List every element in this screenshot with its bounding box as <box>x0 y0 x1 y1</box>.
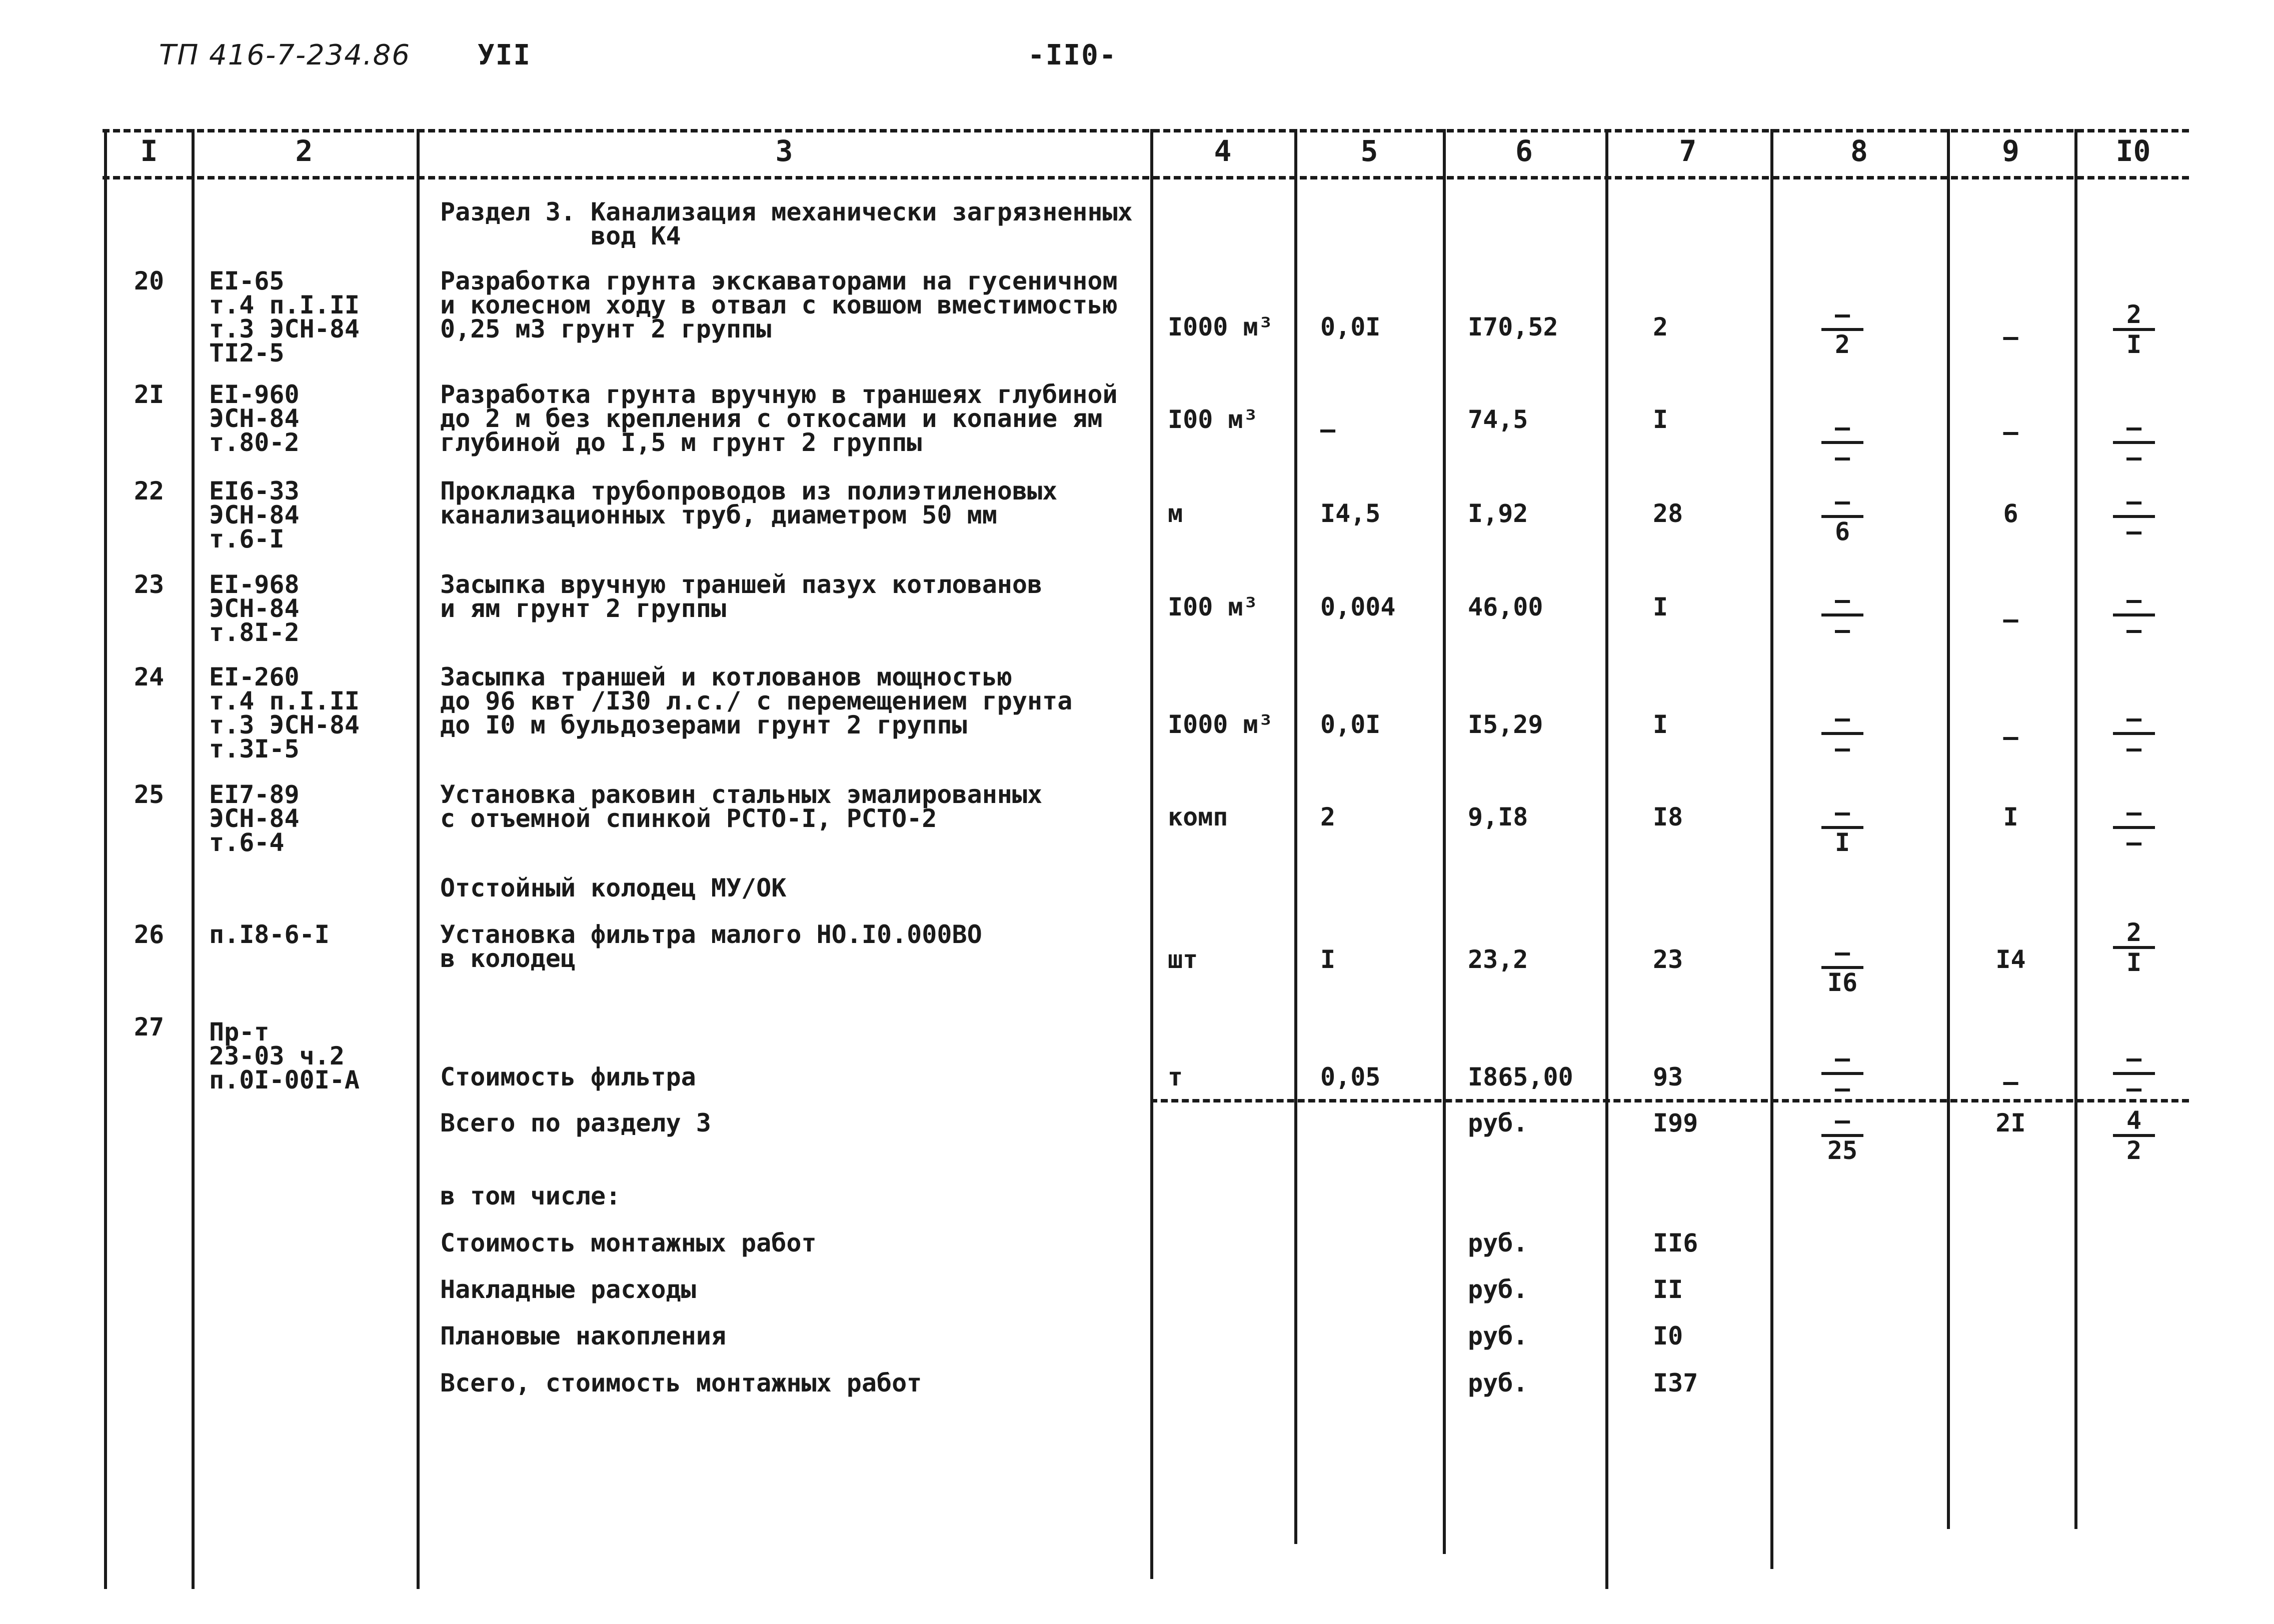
row-26-number: 26 <box>134 920 165 949</box>
summary-unit: руб. <box>1468 1322 1528 1350</box>
col-border-6 <box>1605 129 1608 1589</box>
row-27-col8-fraction: – – <box>1807 1046 1877 1101</box>
row-22-description: Прокладка трубопроводов из полиэтиленовых канализационных труб, диаметром 50 мм <box>440 476 1058 530</box>
row-24-code: EI-260 т.4 п.I.II т.3 ЭСН-84 т.3I-5 <box>209 662 360 764</box>
row-25-number: 25 <box>134 780 165 809</box>
page-number: -II0- <box>1028 39 1117 72</box>
summary-label: Стоимость монтажных работ <box>440 1228 817 1258</box>
row-27-code: Пр-т 23-03 ч.2 п.0I-00I-А <box>209 1018 360 1094</box>
row-23-description: Засыпка вручную траншей пазух котлованов и ям грунт 2 группы <box>440 570 1043 623</box>
row-22-total: 28 <box>1653 499 1683 528</box>
row-23-col8-fraction: – – <box>1807 588 1877 642</box>
table-top-border <box>103 129 2189 132</box>
row-21-description: Разработка грунта вручную в траншеях глубиной до 2 м без крепления с откосами и копание ям глубиной до I,5 м грунт 2 группы <box>440 380 1118 457</box>
row-27-unit-price: I865,00 <box>1468 1062 1573 1092</box>
row-27-col10-fraction: – – <box>2099 1046 2169 1101</box>
row-20-col8-fraction: – 2 <box>1807 302 1877 357</box>
row-22-col10-fraction: – – <box>2099 489 2169 544</box>
row-21-unit-price: 74,5 <box>1468 405 1528 434</box>
row-25-col9: I <box>2003 802 2018 832</box>
row-27-col9: – <box>2003 1068 2018 1096</box>
row-22-col8-fraction: – 6 <box>1807 489 1877 544</box>
row-27-description: Стоимость фильтра <box>440 1062 696 1092</box>
subtotal-border <box>1150 1099 2189 1102</box>
col-header-8: 8 <box>1850 134 1868 168</box>
row-21-col8-fraction: – – <box>1807 415 1877 470</box>
section-total-col9: 2I <box>1995 1108 2026 1138</box>
row-24-quantity: 0,0I <box>1320 710 1381 739</box>
row-20-unit-price: I70,52 <box>1468 312 1558 342</box>
col-header-10: I0 <box>2115 134 2151 168</box>
row-22-code: EI6-33 ЭСН-84 т.6-I <box>209 476 300 554</box>
row-22-col9: 6 <box>2003 499 2018 528</box>
row-24-col9: – <box>2003 722 2018 752</box>
row-21-quantity: – <box>1320 415 1336 444</box>
row-25-code: EI7-89 ЭСН-84 т.6-4 <box>209 780 300 857</box>
row-25-unit-price: 9,I8 <box>1468 802 1528 832</box>
table-header-border <box>103 176 2189 180</box>
row-26-unit-price: 23,2 <box>1468 945 1528 974</box>
summary-unit: руб. <box>1468 1275 1528 1304</box>
row-22-unit-price: I,92 <box>1468 499 1528 528</box>
row-27-quantity: 0,05 <box>1320 1062 1381 1092</box>
col-header-2: 2 <box>295 134 313 168</box>
row-26-quantity: I <box>1320 945 1336 974</box>
summary-label: Накладные расходы <box>440 1275 696 1304</box>
row-24-description: Засыпка траншей и котлованов мощностью до 96 квт /I30 л.с./ с перемещением грунта до I0 м бульдозерами грунт 2 группы <box>440 662 1073 740</box>
row-21-col9: – <box>2003 418 2018 446</box>
row-20-code: EI-65 т.4 п.I.II т.3 ЭСН-84 ТI2-5 <box>209 266 360 368</box>
row-26-description: Установка фильтра малого НО.I0.000ВО в колодец <box>440 920 982 973</box>
row-25-col8-fraction: – I <box>1807 800 1877 855</box>
col-header-4: 4 <box>1214 134 1232 168</box>
row-27-number: 27 <box>134 1012 165 1042</box>
row-22-number: 22 <box>134 476 165 506</box>
col-border-3 <box>1150 129 1153 1579</box>
subheading-settling-well: Отстойный колодец МУ/ОК <box>440 874 787 902</box>
row-25-description: Установка раковин стальных эмалированных с отъемной спинкой РСТО-I, РСТО-2 <box>440 780 1043 833</box>
row-21-unit: I00 м³ <box>1168 405 1258 434</box>
row-24-col10-fraction: – – <box>2099 706 2169 761</box>
row-21-number: 2I <box>134 380 165 409</box>
row-24-col8-fraction: – – <box>1807 706 1877 761</box>
col-header-3: 3 <box>775 134 793 168</box>
section-total-unit: руб. <box>1468 1108 1528 1138</box>
row-25-total: I8 <box>1653 802 1683 832</box>
row-25-col10-fraction: – – <box>2099 800 2169 855</box>
row-23-total: I <box>1653 592 1668 622</box>
col-border-0 <box>104 129 107 1589</box>
row-23-unit-price: 46,00 <box>1468 592 1543 622</box>
row-25-unit: комп <box>1168 802 1228 832</box>
row-22-quantity: I4,5 <box>1320 499 1381 528</box>
row-26-unit: шт <box>1168 945 1198 974</box>
col-header-6: 6 <box>1515 134 1533 168</box>
row-20-total: 2 <box>1653 312 1668 342</box>
col-header-7: 7 <box>1679 134 1697 168</box>
row-22-unit: м <box>1168 499 1183 528</box>
row-21-col10-fraction: – – <box>2099 415 2169 470</box>
summary-value: I37 <box>1653 1368 1698 1398</box>
row-26-total: 23 <box>1653 945 1683 974</box>
row-26-code: п.I8-6-I <box>209 920 330 949</box>
row-23-number: 23 <box>134 570 165 599</box>
section-total-col8-fraction: – 25 <box>1807 1108 1877 1163</box>
summary-value: II6 <box>1653 1228 1698 1258</box>
section-total-col10-fraction: 4 2 <box>2099 1108 2169 1163</box>
col-border-5 <box>1443 129 1446 1554</box>
row-21-code: EI-960 ЭСН-84 т.80-2 <box>209 380 300 457</box>
row-26-col8-fraction: – I6 <box>1807 940 1877 995</box>
row-26-col9: I4 <box>1995 945 2026 974</box>
row-24-total: I <box>1653 710 1668 739</box>
col-border-9 <box>2074 129 2077 1529</box>
summary-unit: руб. <box>1468 1368 1528 1398</box>
col-border-7 <box>1770 129 1773 1569</box>
col-header-1: I <box>140 134 158 168</box>
row-21-total: I <box>1653 405 1668 434</box>
row-20-number: 20 <box>134 266 165 296</box>
summary-label: Всего, стоимость монтажных работ <box>440 1368 922 1398</box>
row-23-quantity: 0,004 <box>1320 592 1396 622</box>
row-26-col10-fraction: 2 I <box>2099 920 2169 975</box>
row-20-col10-fraction: 2 I <box>2099 302 2169 357</box>
row-27-unit: т <box>1168 1062 1183 1092</box>
col-header-9: 9 <box>2002 134 2019 168</box>
row-24-number: 24 <box>134 662 165 692</box>
section-total-label: Всего по разделу 3 <box>440 1108 711 1138</box>
summary-value: II <box>1653 1275 1683 1304</box>
row-23-unit: I00 м³ <box>1168 592 1258 622</box>
summary-label: Плановые накопления <box>440 1322 726 1350</box>
document-code: ТП 416-7-234.86 <box>159 39 411 72</box>
including-label: в том числе: <box>440 1182 621 1210</box>
row-27-total: 93 <box>1653 1062 1683 1092</box>
summary-unit: руб. <box>1468 1228 1528 1258</box>
row-23-col9: – <box>2003 605 2018 634</box>
row-20-description: Разработка грунта экскаваторами на гусеничном и колесном ходу в отвал с ковшом вместимостью 0,25 м3 грунт 2 группы <box>440 266 1118 344</box>
row-23-code: EI-968 ЭСН-84 т.8I-2 <box>209 570 300 647</box>
document-part: УII <box>478 39 532 72</box>
summary-value: I0 <box>1653 1322 1683 1350</box>
row-20-quantity: 0,0I <box>1320 312 1381 342</box>
row-20-col9: – <box>2003 322 2018 352</box>
col-border-2 <box>417 129 420 1589</box>
row-24-unit-price: I5,29 <box>1468 710 1543 739</box>
col-header-5: 5 <box>1360 134 1378 168</box>
row-23-col10-fraction: – – <box>2099 588 2169 642</box>
row-25-quantity: 2 <box>1320 802 1336 832</box>
section-title: Раздел 3. Канализация механически загрязненных вод К4 <box>440 198 1133 250</box>
col-border-4 <box>1294 129 1297 1544</box>
section-total-value: I99 <box>1653 1108 1698 1138</box>
row-20-unit: I000 м³ <box>1168 312 1273 342</box>
col-border-1 <box>192 129 195 1589</box>
row-24-unit: I000 м³ <box>1168 710 1273 739</box>
